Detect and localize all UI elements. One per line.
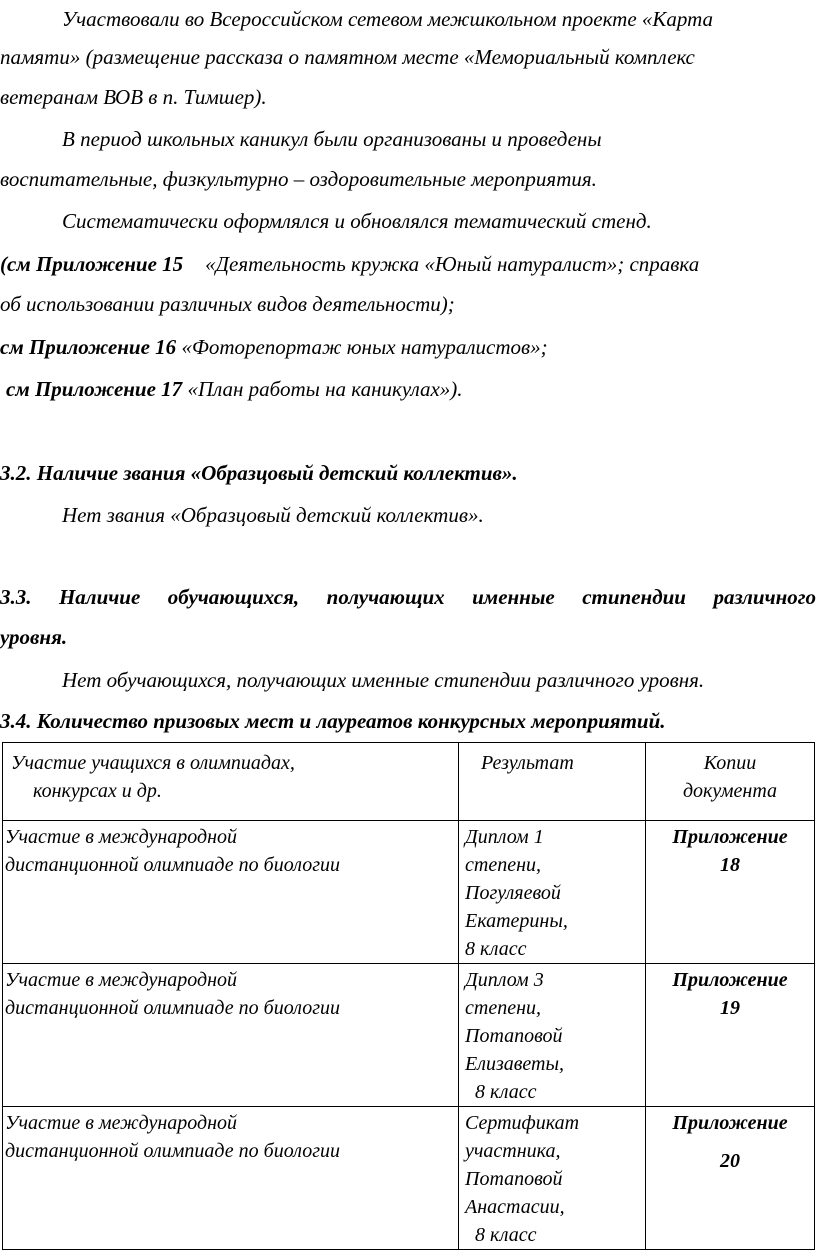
appendix-ref-text: «Деятельность кружка «Юный натуралист»; справка (205, 252, 700, 276)
appendix-ref-text: «План работы на каникулах»). (182, 377, 463, 401)
event-cell: Участие в международной дистанционной олимпиаде по биологии (3, 821, 459, 964)
event-cell: Участие в международной дистанционной олимпиаде по биологии (3, 1107, 459, 1250)
section-text-3-2: Нет звания «Образцовый детский коллектив». (62, 503, 484, 527)
appendix-cell: Приложение 18 (646, 821, 815, 964)
header-participation: Участие учащихся в олимпиадах, конкурсах и др. (3, 743, 459, 821)
section-heading-3-3-cont: уровня. (0, 625, 68, 649)
table-row (3, 964, 815, 1107)
section-text-3-3: Нет обучающихся, получающих именные стипендии различного уровня. (62, 668, 705, 692)
appendix-ref-label: см Приложение 16 (0, 335, 177, 359)
table-row (3, 821, 815, 964)
table-header-row (3, 743, 815, 821)
appendix-cell: Приложение 20 (646, 1107, 815, 1250)
appendix-ref-label: (см Приложение 15 (0, 252, 184, 276)
section-heading-3-2: 3.2. Наличие звания «Образцовый детский коллектив». (0, 461, 518, 485)
paragraph-line: памяти» (размещение рассказа о памятном месте «Мемориальный комплекс (0, 45, 695, 69)
paragraph-line: ветеранам ВОВ в п. Тимшер). (0, 85, 267, 109)
appendix-reference-17 (0, 376, 816, 402)
result-cell: Диплом 3 степени, Потаповой Елизаветы, 8 класс (459, 964, 646, 1107)
appendix-cell: Приложение 19 (646, 964, 815, 1107)
paragraph-line: Систематически оформлялся и обновлялся тематический стенд. (62, 209, 652, 233)
table-row (3, 1107, 815, 1250)
paragraph-line: воспитательные, физкультурно – оздоровительные мероприятия. (0, 167, 597, 191)
header-result: Результат (459, 743, 646, 821)
result-cell: Диплом 1 степени, Погуляевой Екатерины, 8 класс (459, 821, 646, 964)
event-cell: Участие в международной дистанционной олимпиаде по биологии (3, 964, 459, 1107)
paragraph-line: об использовании различных видов деятельности); (0, 292, 455, 316)
awards-table (2, 742, 815, 1250)
section-heading-3-4: 3.4. Количество призовых мест и лауреатов конкурсных мероприятий. (0, 709, 666, 733)
appendix-reference-15 (0, 251, 816, 277)
appendix-reference-16 (0, 334, 816, 360)
section-heading-3-3: 3.3. Наличие обучающихся, получающих именные стипендии различного (0, 585, 816, 609)
appendix-ref-label: см Приложение 17 (6, 377, 183, 401)
result-cell: Сертификат участника, Потаповой Анастасии, 8 класс (459, 1107, 646, 1250)
paragraph-line: Участвовали во Всероссийском сетевом межшкольном проекте «Карта (62, 7, 713, 31)
header-document-copies: Копии документа (646, 743, 815, 821)
paragraph-line: В период школьных каникул были организованы и проведены (62, 127, 602, 151)
appendix-ref-text: «Фоторепортаж юных натуралистов»; (176, 335, 548, 359)
